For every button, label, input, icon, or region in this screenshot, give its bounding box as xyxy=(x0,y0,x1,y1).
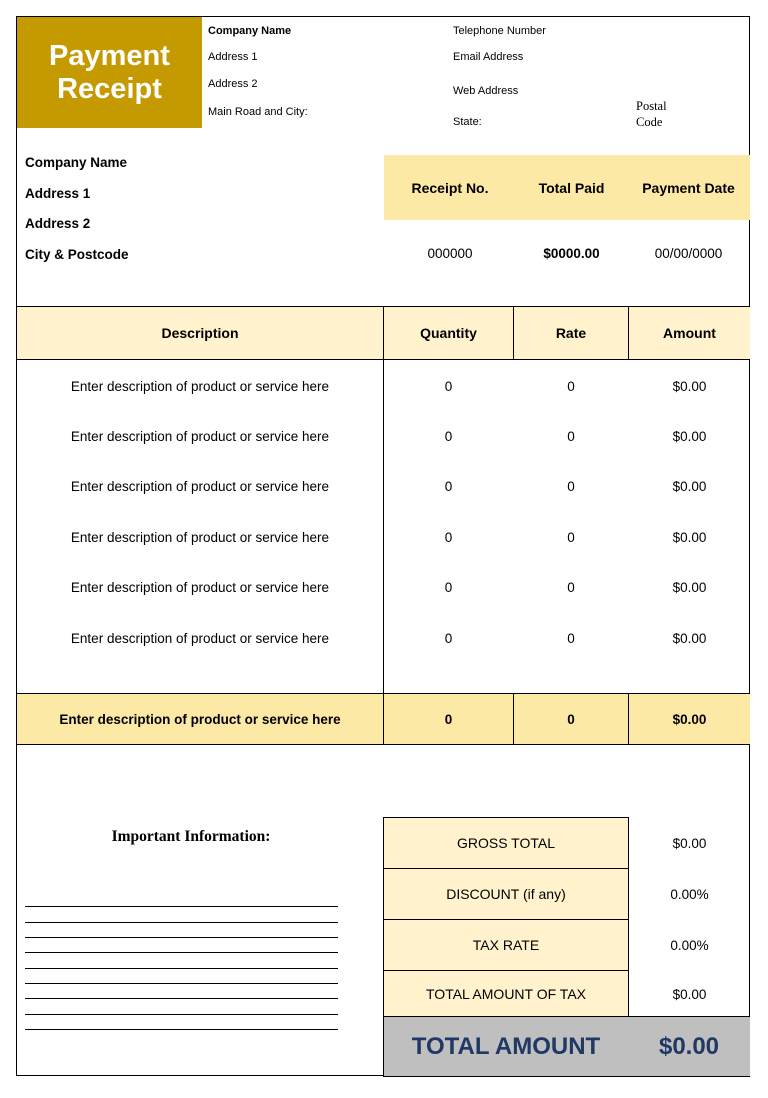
row-1-description[interactable]: Enter description of product or service here xyxy=(70,378,330,394)
header-divider-2 xyxy=(513,307,514,359)
title-line-2: Receipt xyxy=(57,72,162,105)
sender-address-2[interactable]: Address 2 xyxy=(208,78,258,90)
amount-header: Amount xyxy=(663,325,716,341)
important-info-title: Important Information: xyxy=(111,828,271,845)
sender-main-road-city[interactable]: Main Road and City: xyxy=(208,106,308,118)
sender-company-name[interactable]: Company Name xyxy=(208,25,292,37)
info-line-8[interactable] xyxy=(25,1014,338,1015)
row-4-rate[interactable]: 0 xyxy=(567,529,575,545)
info-line-2[interactable] xyxy=(25,922,338,923)
gross-total-label: GROSS TOTAL xyxy=(456,835,556,851)
tax-rate-value[interactable]: 0.00% xyxy=(670,937,709,953)
row-1-quantity[interactable]: 0 xyxy=(444,378,453,394)
bill-city-postcode[interactable]: City & Postcode xyxy=(25,247,129,262)
bill-address-1[interactable]: Address 1 xyxy=(25,186,91,201)
quantity-header: Quantity xyxy=(420,325,477,341)
row-6-description[interactable]: Enter description of product or service here xyxy=(70,630,330,646)
postal-line-1: Postal xyxy=(636,99,667,113)
header-divider-3 xyxy=(628,307,629,359)
row-4-description[interactable]: Enter description of product or service here xyxy=(70,529,330,545)
receipt-no-value[interactable]: 000000 xyxy=(427,245,473,261)
receipt-title xyxy=(17,17,202,128)
tax-amount-label: TOTAL AMOUNT OF TAX xyxy=(426,986,586,1002)
gross-total-value[interactable]: $0.00 xyxy=(672,835,707,851)
row-6-amount[interactable]: $0.00 xyxy=(672,630,707,646)
discount-label: DISCOUNT (if any) xyxy=(446,886,566,902)
highlight-bottom-border xyxy=(17,744,750,745)
postal-line-2: Code xyxy=(636,115,663,129)
total-amount-label: TOTAL AMOUNT xyxy=(383,1016,629,1077)
total-paid-header: Total Paid xyxy=(538,179,605,196)
receipt-page xyxy=(16,16,750,1076)
info-line-7[interactable] xyxy=(25,998,338,999)
row-5-rate[interactable]: 0 xyxy=(567,579,575,595)
highlight-description[interactable]: Enter description of product or service here xyxy=(59,711,341,727)
row-5-description[interactable]: Enter description of product or service here xyxy=(70,579,330,595)
row-5-quantity[interactable]: 0 xyxy=(444,579,453,595)
header-divider-1 xyxy=(383,307,384,359)
row-2-rate[interactable]: 0 xyxy=(567,428,575,444)
total-paid-value[interactable]: $0000.00 xyxy=(543,245,600,261)
row-3-quantity[interactable]: 0 xyxy=(444,478,453,494)
bill-company-name[interactable]: Company Name xyxy=(25,155,128,170)
tax-amount-value[interactable]: $0.00 xyxy=(672,986,707,1002)
discount-value[interactable]: 0.00% xyxy=(670,886,709,902)
bill-address-2[interactable]: Address 2 xyxy=(25,216,91,231)
highlight-rate[interactable]: 0 xyxy=(567,711,575,727)
row-3-description[interactable]: Enter description of product or service here xyxy=(70,478,330,494)
info-line-3[interactable] xyxy=(25,937,338,938)
rate-header: Rate xyxy=(555,325,587,341)
info-line-1[interactable] xyxy=(25,906,338,907)
row-3-amount[interactable]: $0.00 xyxy=(672,478,707,494)
sender-email[interactable]: Email Address xyxy=(453,51,524,63)
row-1-rate[interactable]: 0 xyxy=(567,378,575,394)
row-2-description[interactable]: Enter description of product or service here xyxy=(70,428,330,444)
row-2-quantity[interactable]: 0 xyxy=(444,428,453,444)
title-line-1: Payment xyxy=(49,39,170,72)
row-3-rate[interactable]: 0 xyxy=(567,478,575,494)
sender-address-1[interactable]: Address 1 xyxy=(208,51,258,63)
row-6-quantity[interactable]: 0 xyxy=(444,630,453,646)
row-6-rate[interactable]: 0 xyxy=(567,630,575,646)
highlight-quantity[interactable]: 0 xyxy=(444,711,453,727)
info-line-5[interactable] xyxy=(25,968,338,969)
sender-state[interactable]: State: xyxy=(453,116,482,128)
tax-rate-label: TAX RATE xyxy=(472,937,540,953)
info-line-9[interactable] xyxy=(25,1029,338,1030)
receipt-no-header: Receipt No. xyxy=(411,179,489,196)
row-2-amount[interactable]: $0.00 xyxy=(672,428,707,444)
payment-date-header: Payment Date xyxy=(642,179,735,196)
row-4-quantity[interactable]: 0 xyxy=(444,529,453,545)
row-5-amount[interactable]: $0.00 xyxy=(672,579,707,595)
highlight-amount[interactable]: $0.00 xyxy=(672,711,707,727)
sender-telephone[interactable]: Telephone Number xyxy=(453,25,546,37)
payment-date-value[interactable]: 00/00/0000 xyxy=(654,245,723,261)
sender-postal-code[interactable] xyxy=(636,98,667,130)
info-line-4[interactable] xyxy=(25,952,338,953)
info-line-6[interactable] xyxy=(25,983,338,984)
row-4-amount[interactable]: $0.00 xyxy=(672,529,707,545)
sender-web[interactable]: Web Address xyxy=(453,85,519,97)
row-1-amount[interactable]: $0.00 xyxy=(672,378,707,394)
description-header: Description xyxy=(161,325,239,341)
total-amount-value[interactable]: $0.00 xyxy=(628,1016,750,1077)
